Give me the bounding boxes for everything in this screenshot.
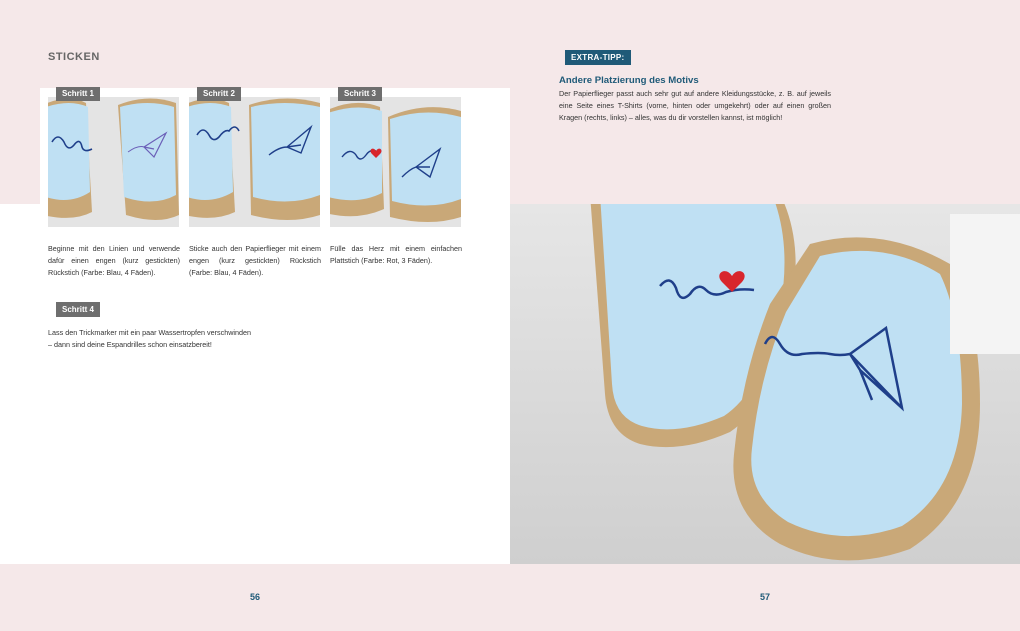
tip-text: Der Papierflieger passt auch sehr gut auf andere Kleidungsstücke, z. B. auf jeweils eine Seite eines T-Shirts (vorne, hinten oder umgekehrt) oder auf einen großen Kragen (rechts, links) – alles, was du dir vorstellen kannst, ist möglich! [559, 89, 831, 122]
step-2-photo [189, 97, 320, 227]
page-number-right: 57 [760, 592, 771, 602]
step-4-label: Schritt 4 [56, 302, 100, 317]
section-title: STICKEN [48, 51, 100, 63]
step-3-label: Schritt 3 [338, 87, 382, 101]
extra-tip-badge: EXTRA-TIPP: [565, 50, 631, 65]
step-3-photo [330, 97, 461, 227]
step-3-text: Fülle das Herz mit einem einfachen Plattstich (Farbe: Rot, 3 Fäden). [330, 244, 462, 265]
step-2-label: Schritt 2 [197, 87, 241, 101]
tip-title: Andere Platzierung des Motivs [559, 75, 699, 86]
step-1-photo [48, 97, 179, 227]
page-number-left: 56 [250, 592, 261, 602]
espadrilles-photo [510, 204, 1020, 564]
step-1-label: Schritt 1 [56, 87, 100, 101]
step-1-text: Beginne mit den Linien und verwende dafür einen engen (kurz gestickten) Rückstich (Farbe: Blau, 4 Fäden). [48, 244, 180, 277]
step-2-text: Sticke auch den Papierflieger mit einem engen (kurz gestickten) Rückstich (Farbe: Blau, 4 Fäden). [189, 244, 321, 277]
step-4-text: Lass den Trickmarker mit ein paar Wassertropfen verschwinden – dann sind deine Espandrilles schon einsatzbereit! [48, 328, 251, 349]
